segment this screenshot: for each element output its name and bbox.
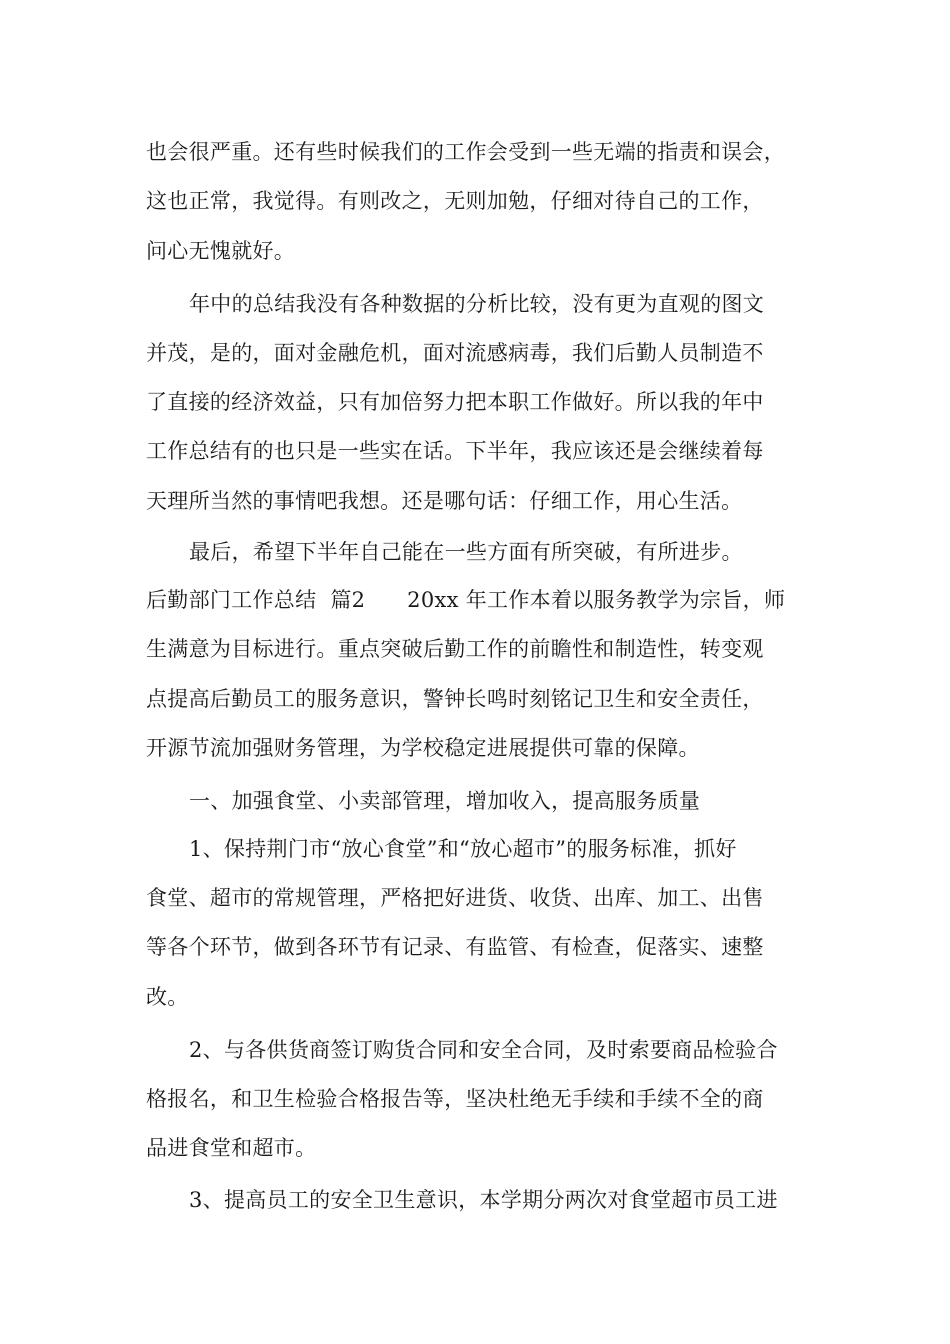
paragraph-first-line: 3、提高员工的安全卫生意识，本学期分两次对食堂超市员工进 — [189, 1188, 778, 1212]
subheading-line: 一、加强食堂、小卖部管理，增加收入，提高服务质量 — [189, 789, 701, 813]
text-line: 格报名，和卫生检验合格报告等，坚决杜绝无手续和手续不全的商 — [146, 1087, 764, 1111]
paragraph-first-line: 1、保持荆门市“放心食堂”和“放心超市”的服务标准，抓好 — [189, 837, 737, 861]
text-line: 开源节流加强财务管理，为学校稳定进展提供可靠的保障。 — [146, 736, 700, 760]
paragraph-first-line: 最后，希望下半年自己能在一些方面有所突破，有所进步。 — [189, 540, 743, 564]
text-line: 品进食堂和超市。 — [146, 1136, 317, 1160]
text-line: 等各个环节，做到各环节有记录、有监管、有检查，促落实、速整 — [146, 935, 764, 959]
text-line: 了直接的经济效益，只有加倍努力把本职工作做好。所以我的年中 — [146, 390, 764, 414]
text-line: 改。 — [146, 985, 189, 1009]
text-line: 天理所当然的事情吧我想。还是哪句话：仔细工作，用心生活。 — [146, 489, 743, 513]
text-line: 生满意为目标进行。重点突破后勤工作的前瞻性和制造性，转变观 — [146, 637, 764, 661]
paragraph-first-line: 2、与各供货商签订购货合同和安全合同，及时索要商品检验合 — [189, 1038, 778, 1062]
text-line: 并茂，是的，面对金融危机，面对流感病毒，我们后勤人员制造不 — [146, 341, 764, 365]
text-line: 问心无愧就好。 — [146, 239, 296, 263]
text-line: 工作总结有的也只是一些实在话。下半年，我应该还是会继续着每 — [146, 439, 764, 463]
section-heading-line: 后勤部门工作总结 篇2 20xx 年工作本着以服务教学为宗旨，师 — [146, 588, 786, 612]
text-line: 也会很严重。还有些时候我们的工作会受到一些无端的指责和误会， — [146, 140, 785, 164]
text-line: 点提高后勤员工的服务意识，警钟长鸣时刻铭记卫生和安全责任， — [146, 687, 764, 711]
paragraph-first-line: 年中的总结我没有各种数据的分析比较，没有更为直观的图文 — [189, 292, 765, 316]
text-line: 食堂、超市的常规管理，严格把好进货、收货、出库、加工、出售 — [146, 886, 764, 910]
text-line: 这也正常，我觉得。有则改之，无则加勉，仔细对待自己的工作， — [146, 189, 764, 213]
